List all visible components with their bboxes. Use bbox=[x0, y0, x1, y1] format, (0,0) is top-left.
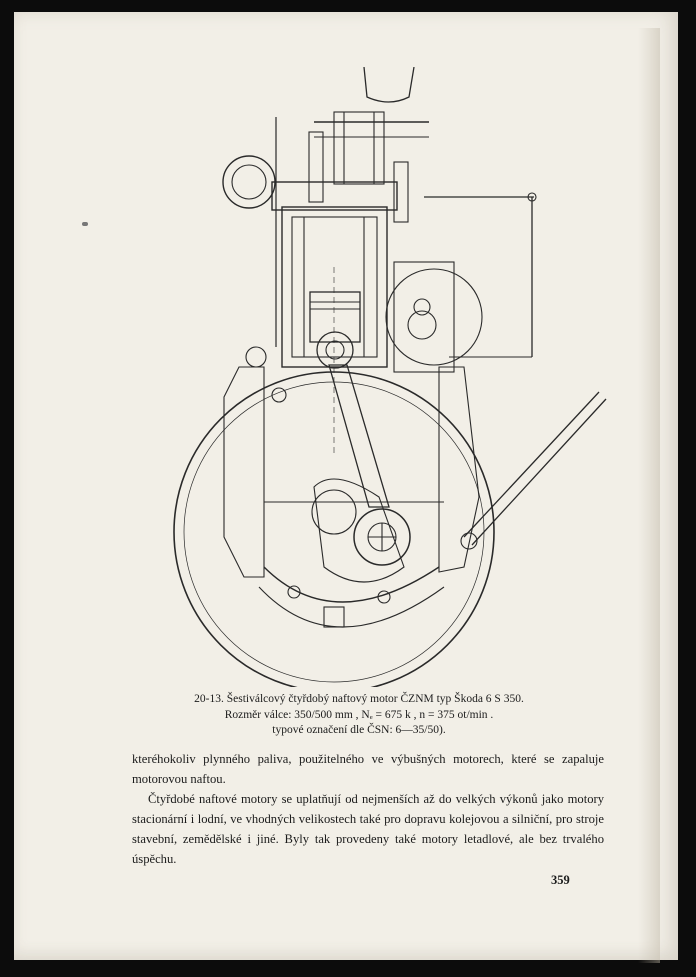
engine-cross-section-drawing bbox=[164, 67, 614, 687]
caption-line-1: 20-13. Šestiválcový čtyřdobý naftový motor ČZNM typ Škoda 6 S 350. bbox=[194, 693, 524, 705]
book-page bbox=[14, 12, 678, 960]
figure-caption bbox=[144, 692, 574, 739]
page-number: 359 bbox=[551, 873, 570, 887]
caption-line-2: Rozměr válce: 350/500 mm , Nₑ = 675 k , n = 375 ot/min . bbox=[224, 708, 494, 721]
caption-line-3: typové označení dle ČSN: 6—35/50). bbox=[272, 724, 446, 736]
paper-speck bbox=[82, 222, 88, 226]
paragraph-1: kteréhokoliv plynného paliva, použitelného ve výbušných motorech, které se zapaluje motorovou naftou. bbox=[132, 752, 604, 786]
body-text bbox=[132, 749, 604, 869]
paragraph-2: Čtyřdobé naftové motory se uplatňují od nejmenších až do velkých výkonů jako motory stacionární i lodní, ve vhodných velikostech také pro dopravu kolejovou a silniční, pro stroje stavební, zemědělské i jiné. Byly tak provedeny také motory letadlové, ale bez trvalého úspěchu. bbox=[132, 792, 604, 866]
page-edge-shadow bbox=[638, 28, 660, 963]
